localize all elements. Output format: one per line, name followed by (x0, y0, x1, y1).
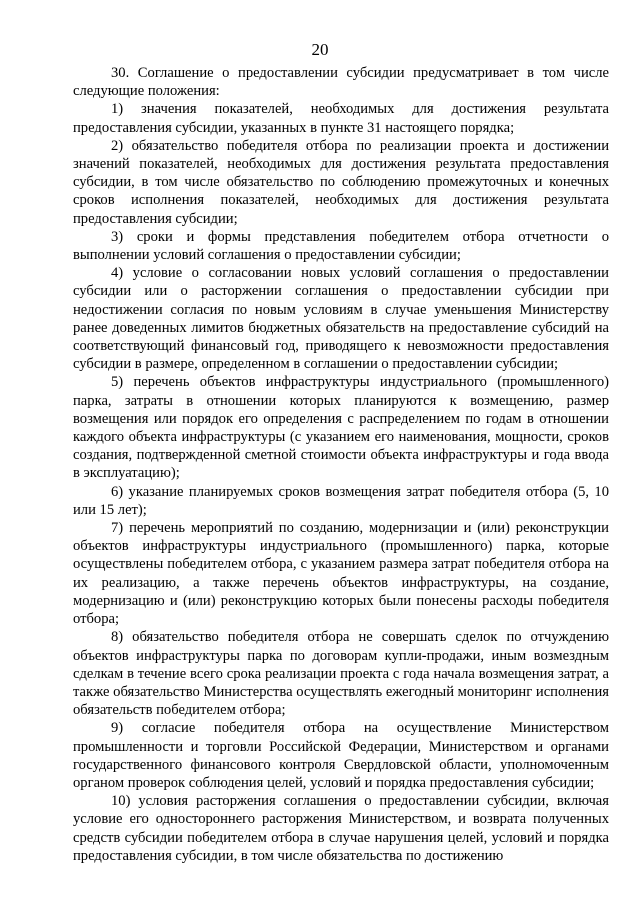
list-item-5: 5) перечень объектов инфраструктуры индустриального (промышленного) парка, затраты в отношении которых планируются к возмещению, размер возмещения или порядок его определения с распределением по годам в отношении каждого объекта инфраструктуры (с указанием его наименования, мощности, сроков создания, подтвержденной сметной стоимости объекта инфраструктуры и года ввода в эксплуатацию); (73, 374, 609, 482)
list-item-10: 10) условия расторжения соглашения о предоставлении субсидии, включая условие его одностороннего расторжения Министерством, и возврата полученных средств субсидии победителем отбора в случае нарушения целей, условий и порядка предоставления субсидии, в том числе обязательства по достижению (73, 793, 609, 864)
list-item-7: 7) перечень мероприятий по созданию, модернизации и (или) реконструкции объектов инфраструктуры индустриального (промышленного) парка, которые осуществлены победителем отбора, с указанием размера затрат победителя отбора на их реализацию, а также перечень объектов инфраструктуры, на создание, модернизацию и (или) реконструкцию которых были понесены расходы победителя отбора; (73, 520, 609, 628)
list-item-4: 4) условие о согласовании новых условий соглашения о предоставлении субсидии или о расторжении соглашения о предоставлении субсидии при недостижении согласия по новым условиям в случае уменьшения Министерству ранее доведенных лимитов бюджетных обязательств на предоставление субсидий на соответствующий финансовый год, приводящего к невозможности предоставления субсидии в размере, определенном в соглашении о предоставлении субсидии; (73, 265, 609, 373)
list-item-6: 6) указание планируемых сроков возмещения затрат победителя отбора (5, 10 или 15 лет); (73, 483, 609, 518)
list-item-1: 1) значения показателей, необходимых для достижения результата предоставления субсидии, указанных в пункте 31 настоящего порядка; (73, 101, 609, 136)
list-item-2: 2) обязательство победителя отбора по реализации проекта и достижении значений показателей, необходимых для достижения результата предоставления субсидии, в том числе обязательство по соблюдению промежуточных и конечных сроков исполнения показателей, необходимых для достижения результата предоставления субсидии; (73, 137, 609, 227)
list-item-9: 9) согласие победителя отбора на осуществление Министерством промышленности и торговли Российской Федерации, Министерством и органами государственного финансового контроля Свердловской области, уполномоченным органом проверок соблюдения целей, условий и порядка предоставления субсидии; (73, 720, 609, 791)
paragraph-30: 30. Соглашение о предоставлении субсидии предусматривает в том числе следующие положения: (73, 65, 609, 100)
document-body (73, 64, 609, 865)
page-number: 20 (311, 40, 329, 59)
list-item-8: 8) обязательство победителя отбора не совершать сделок по отчуждению объектов инфраструктуры парка по договорам купли-продажи, иным возмездным сделкам в течение всего срока реализации проекта с года начала возмещения затрат, а также обязательство Министерства осуществлять ежегодный мониторинг исполнения обязательств победителем отбора; (73, 629, 609, 719)
list-item-3: 3) сроки и формы представления победителем отбора отчетности о выполнении условий соглашения о предоставлении субсидии; (73, 228, 609, 264)
